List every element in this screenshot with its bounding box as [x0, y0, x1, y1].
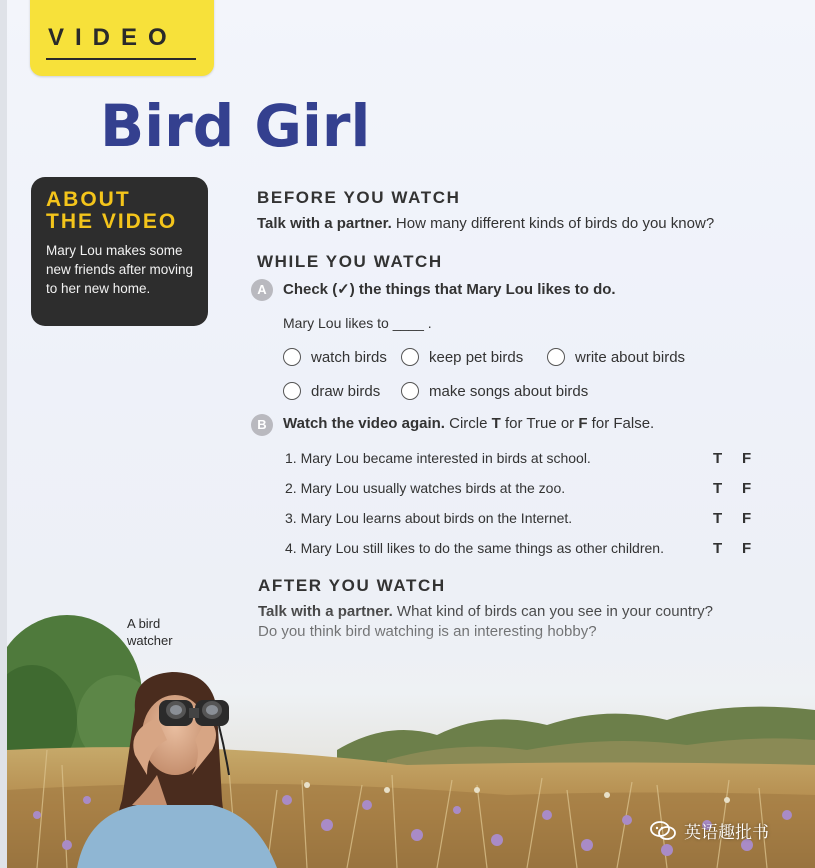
activity-b-instruction: [283, 415, 654, 432]
before-heading: BEFORE YOU WATCH: [257, 188, 461, 207]
option-make-songs[interactable]: [401, 382, 588, 400]
option-write-about-birds[interactable]: [547, 348, 685, 366]
activity-b-text-2: for True or: [500, 415, 579, 432]
about-text: Mary Lou makes some new friends after moving to her new home.: [46, 243, 194, 296]
checkbox[interactable]: [401, 382, 419, 400]
activity-b-text-1: Circle: [444, 415, 492, 432]
statement-2: 2. Mary Lou usually watches birds at the zoo.: [285, 480, 566, 496]
about-heading-line2: THE VIDEO: [46, 210, 178, 233]
video-tab: [30, 0, 214, 76]
checkbox[interactable]: [547, 348, 565, 366]
activity-b-f: F: [578, 415, 588, 432]
while-heading: WHILE YOU WATCH: [257, 252, 443, 271]
option-label: keep pet birds: [429, 348, 524, 366]
activity-b-lead: Watch the video again.: [283, 415, 445, 432]
option-label: watch birds: [311, 348, 387, 366]
page-edge: [0, 0, 7, 868]
statement-1: 1. Mary Lou became interested in birds at school.: [285, 450, 591, 466]
before-lead: Talk with a partner.: [257, 215, 392, 232]
false-option-2[interactable]: F: [742, 480, 752, 497]
false-option-3[interactable]: F: [742, 510, 752, 527]
activity-a-prompt: Mary Lou likes to ____ .: [283, 315, 432, 331]
true-option-3[interactable]: T: [713, 510, 723, 527]
wechat-icon: [650, 821, 676, 841]
option-draw-birds[interactable]: [283, 382, 380, 400]
false-option-4[interactable]: F: [742, 540, 752, 557]
option-keep-pet-birds[interactable]: [401, 348, 523, 366]
activity-a-instruction: Check (✓) the things that Mary Lou likes to do.: [283, 281, 616, 298]
activity-b-text-3: for False.: [587, 415, 655, 432]
false-option-1[interactable]: F: [742, 450, 752, 467]
video-tab-underline: [46, 58, 196, 60]
true-option-1[interactable]: T: [713, 450, 723, 467]
option-watch-birds[interactable]: [283, 348, 387, 366]
statement-4: 4. Mary Lou still likes to do the same things as other children.: [285, 540, 664, 556]
option-label: draw birds: [311, 382, 381, 400]
statement-3: 3. Mary Lou learns about birds on the Internet.: [285, 510, 573, 526]
true-option-2[interactable]: T: [713, 480, 723, 497]
watermark-text: 英语趣批书: [684, 823, 769, 842]
video-tab-label: VIDEO: [48, 24, 178, 51]
true-option-4[interactable]: T: [713, 540, 723, 557]
activity-b-t: T: [491, 415, 501, 432]
about-the-video-box: [31, 177, 208, 326]
option-label: make songs about birds: [429, 382, 589, 400]
before-question: How many different kinds of birds do you know?: [391, 215, 715, 232]
checkbox[interactable]: [283, 348, 301, 366]
after-heading: AFTER YOU WATCH: [258, 576, 446, 595]
badge-a: A: [251, 279, 273, 301]
about-heading: [46, 189, 206, 233]
option-label: write about birds: [575, 348, 686, 366]
before-text: [257, 215, 714, 232]
checkbox[interactable]: [401, 348, 419, 366]
photo-caption: A bird watcher: [127, 616, 173, 648]
watermark: [650, 818, 769, 843]
badge-b: B: [251, 414, 273, 436]
checkbox[interactable]: [283, 382, 301, 400]
page-title: Bird Girl: [100, 92, 371, 160]
about-heading-line1: ABOUT: [46, 188, 131, 211]
